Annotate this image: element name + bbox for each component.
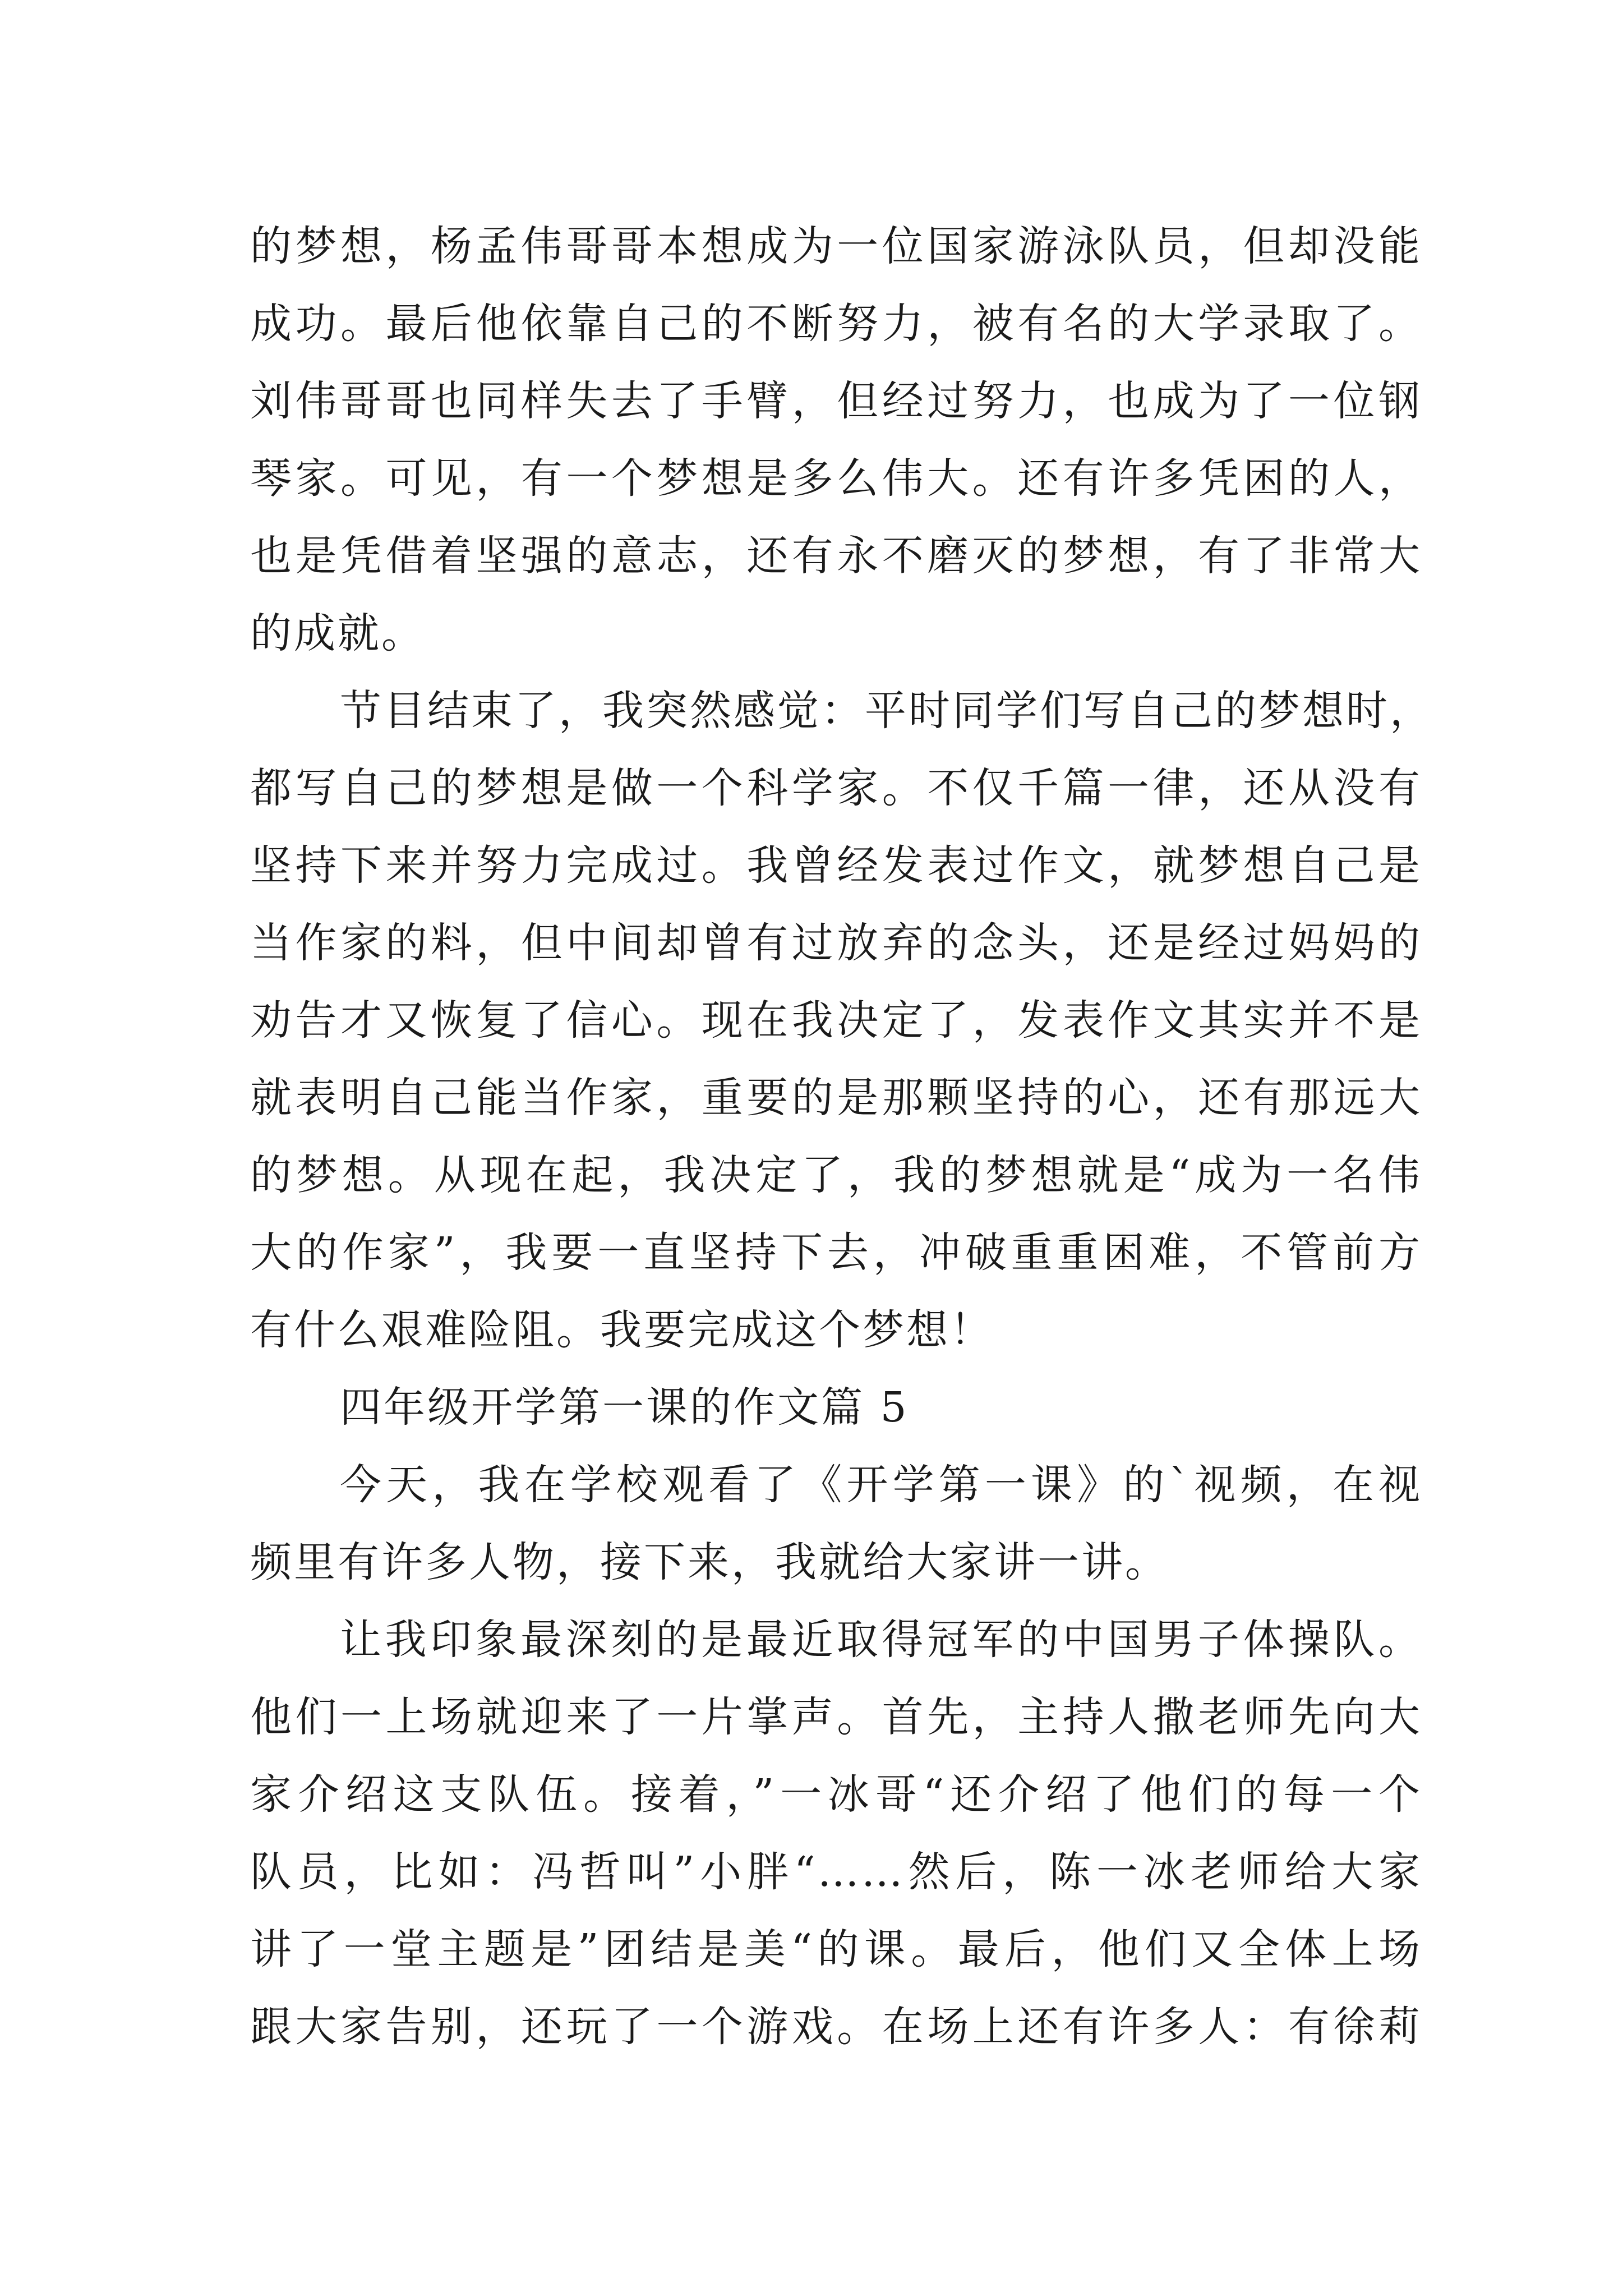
text-line: 大的作家”，我要一直坚持下去，冲破重重困难，不管前方	[250, 1228, 1422, 1277]
text-line: 都写自己的梦想是做一个科学家。不仅千篇一律，还从没有	[250, 764, 1422, 812]
paragraph-start-line: 节目结束了，我突然感觉：平时同学们写自己的梦想时，	[340, 687, 1433, 735]
text-line: 的梦想。从现在起，我决定了，我的梦想就是“成为一名伟	[250, 1151, 1422, 1199]
text-line: 也是凭借着坚强的意志，还有永不磨灭的梦想，有了非常大	[250, 532, 1422, 580]
text-line: 他们一上场就迎来了一片掌声。首先，主持人撒老师先向大	[250, 1693, 1422, 1741]
paragraph-start-line: 让我印象最深刻的是最近取得冠军的中国男子体操队。	[340, 1616, 1422, 1664]
document-body	[250, 208, 1433, 2065]
text-line: 跟大家告别，还玩了一个游戏。在场上还有许多人：有徐莉	[250, 2003, 1422, 2051]
text-line: 坚持下来并努力完成过。我曾经发表过作文，就梦想自己是	[250, 841, 1422, 890]
text-line: 家介绍这支队伍。接着，”一冰哥“还介绍了他们的每一个	[250, 1770, 1422, 1819]
text-line: 的梦想，杨孟伟哥哥本想成为一位国家游泳队员，但却没能	[250, 222, 1422, 270]
text-line: 就表明自己能当作家，重要的是那颗坚持的心，还有那远大	[250, 1074, 1422, 1122]
text-line: 当作家的料，但中间却曾有过放弃的念头，还是经过妈妈的	[250, 919, 1422, 967]
text-line: 琴家。可见，有一个梦想是多么伟大。还有许多凭困的人，	[250, 454, 1422, 503]
section-heading: 四年级开学第一课的作文篇 5	[340, 1383, 909, 1432]
text-line: 的成就。	[250, 609, 425, 657]
text-line: 有什么艰难险阻。我要完成这个梦想！	[250, 1306, 994, 1354]
text-line: 成功。最后他依靠自己的不断努力，被有名的大学录取了。	[250, 300, 1422, 348]
text-line: 频里有许多人物，接下来，我就给大家讲一讲。	[250, 1538, 1169, 1586]
text-line: 劝告才又恢复了信心。现在我决定了，发表作文其实并不是	[250, 996, 1422, 1045]
text-line: 队员，比如：冯哲叫”小胖“……然后，陈一冰老师给大家	[250, 1848, 1422, 1896]
text-line: 讲了一堂主题是”团结是美“的课。最后，他们又全体上场	[250, 1925, 1422, 1973]
text-line: 刘伟哥哥也同样失去了手臂，但经过努力，也成为了一位钢	[250, 377, 1422, 425]
paragraph-start-line: 今天，我在学校观看了《开学第一课》的`视频，在视	[340, 1461, 1422, 1509]
